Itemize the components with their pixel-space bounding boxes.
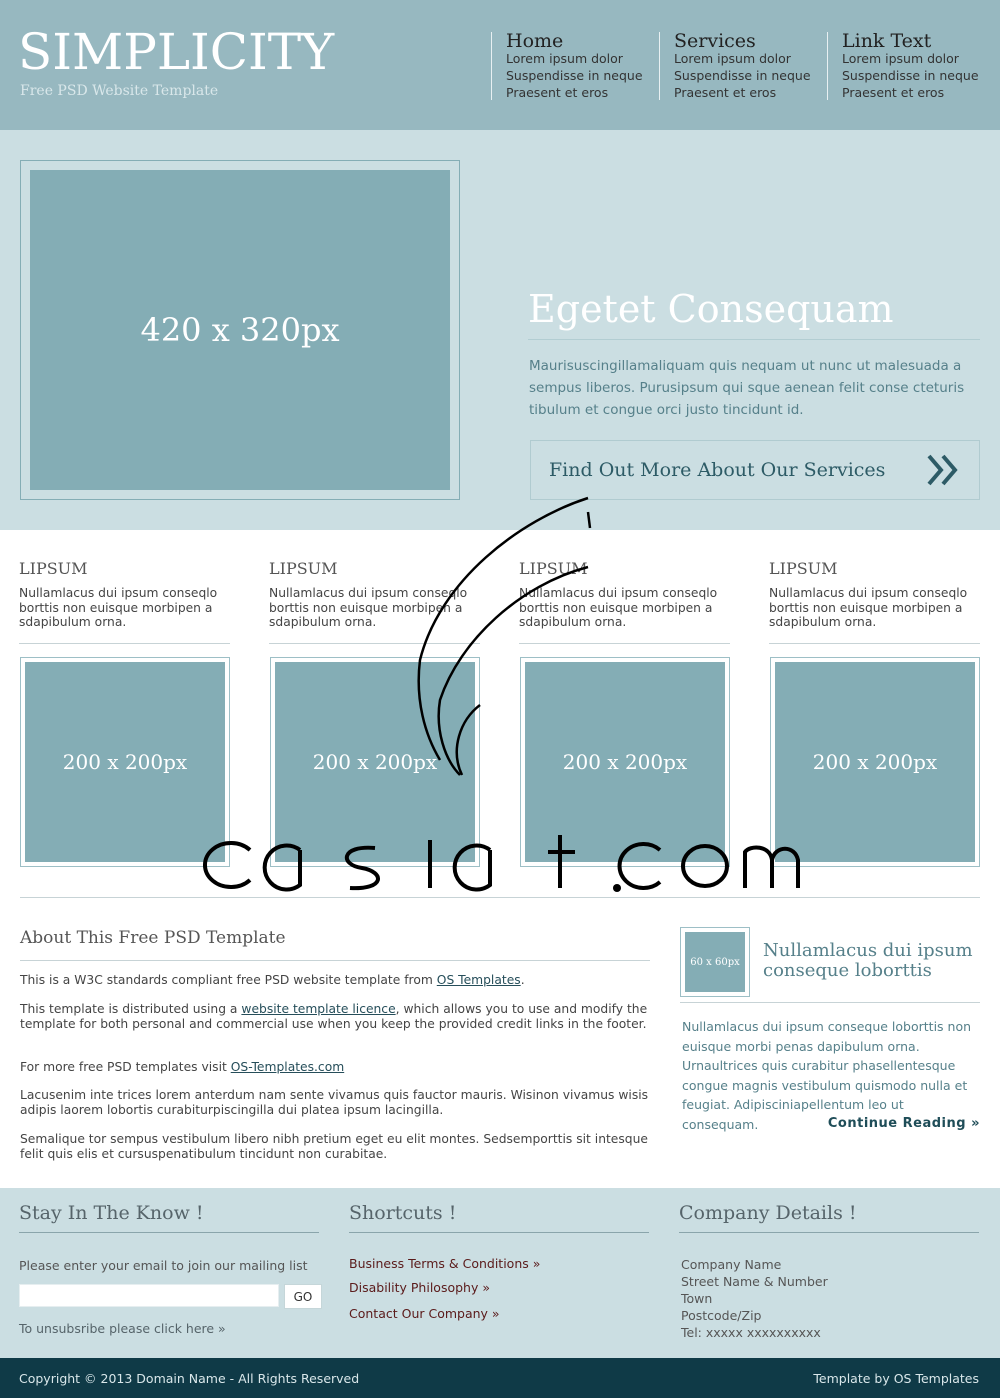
- newsletter-intro: Please enter your email to join our mailing list: [19, 1258, 308, 1273]
- shortcuts-column: [349, 1200, 649, 1233]
- side-image-frame: [680, 927, 750, 997]
- os-templates-site-link[interactable]: OS-Templates.com: [230, 1060, 345, 1074]
- nav-subtext: Suspendisse in neque: [842, 68, 979, 83]
- site-tagline: Free PSD Website Template: [20, 83, 219, 99]
- text: This is a W3C standards compliant free PSD website template from: [20, 973, 437, 987]
- lipsum-title: LIPSUM: [769, 559, 838, 578]
- newsletter-title: Stay In The Know !: [19, 1200, 319, 1233]
- site-logo[interactable]: SIMPLICITY: [18, 23, 335, 81]
- nav-subtext: Praesent et eros: [842, 85, 945, 100]
- company-line: Company Name: [681, 1257, 782, 1272]
- nav-item-services[interactable]: [659, 32, 824, 100]
- lipsum-box: [519, 560, 730, 644]
- side-title: Nullamlacus dui ipsum conseque loborttis: [763, 940, 973, 981]
- nav-subtext: Lorem ipsum dolor: [674, 51, 791, 66]
- company-line: Street Name & Number: [681, 1274, 828, 1289]
- lipsum-text: Nullamlacus dui ipsum conseqlo borttis non euisque morbipen a sdapibulum orna.: [519, 586, 730, 644]
- side-divider: [680, 1002, 980, 1003]
- side-text: Nullamlacus dui ipsum conseque loborttis non euisque morbi penas dapibulum orna. Urnaultrices quis curabitur phasellentesque congue magnis vestibulum quismodo nulla et feugiat. Adipisciniapellentum leo ut consequam.: [682, 1019, 972, 1132]
- email-input[interactable]: [19, 1284, 279, 1307]
- copyright-text: Copyright © 2013 Domain Name - All Rights Reserved: [19, 1371, 360, 1386]
- lipsum-text: Nullamlacus dui ipsum conseqlo borttis non euisque morbipen a sdapibulum orna.: [269, 586, 480, 644]
- nav-subtext: Lorem ipsum dolor: [842, 51, 959, 66]
- thumbnail-frame[interactable]: [20, 657, 230, 867]
- lipsum-title: LIPSUM: [19, 559, 88, 578]
- thumbnail-placeholder: 200 x 200px: [775, 662, 975, 862]
- services-cta-button[interactable]: [530, 440, 980, 500]
- hero-image-frame: [20, 160, 460, 500]
- cta-label: Find Out More About Our Services: [549, 459, 886, 481]
- nav-subtext: Lorem ipsum dolor: [506, 51, 623, 66]
- company-column: [679, 1200, 979, 1233]
- text: , which allows you to use and modify the template for both personal and commercial use when you keep the provided credit links in the footer.: [20, 1002, 648, 1031]
- footer: [0, 1188, 1000, 1358]
- about-paragraph: Lacusenim inte trices lorem anterdum nam sente vivamus quis fauctor mauris. Wisinon vivamus wisis adipis laorem lobortis curabiturpiscingilla dui platea ipsum lacingilla.: [20, 1088, 649, 1117]
- lipsum-text: Nullamlacus dui ipsum conseqlo borttis non euisque morbipen a sdapibulum orna.: [769, 586, 980, 644]
- nav-title[interactable]: Link Text: [842, 30, 932, 52]
- text: For more free PSD templates visit: [20, 1060, 231, 1074]
- licence-link[interactable]: website template licence: [241, 1002, 396, 1016]
- thumbnail-frame[interactable]: [520, 657, 730, 867]
- newsletter-column: [19, 1200, 319, 1233]
- company-line: Town: [681, 1291, 713, 1306]
- hero-text: Maurisuscingillamaliquam quis nequam ut nunc ut malesuada a sempus liberos. Purusipsum qui sque aenean felit conse cteturis tibulum et congue orci justo tincidunt id.: [529, 358, 965, 418]
- template-credit-link[interactable]: Template by OS Templates: [813, 1371, 979, 1386]
- continue-reading-link[interactable]: Continue Reading »: [827, 1116, 980, 1131]
- lipsum-box: [19, 560, 230, 644]
- shortcut-link[interactable]: Contact Our Company »: [349, 1306, 500, 1321]
- about-title: About This Free PSD Template: [20, 928, 650, 961]
- nav-item-link-text[interactable]: [827, 32, 992, 100]
- hero-title: Egetet Consequam: [528, 285, 980, 340]
- thumbnail-placeholder: 200 x 200px: [525, 662, 725, 862]
- nav-title[interactable]: Services: [674, 30, 756, 52]
- go-button[interactable]: GO: [284, 1284, 322, 1309]
- company-line: Postcode/Zip: [681, 1308, 762, 1323]
- os-templates-link[interactable]: OS Templates: [436, 973, 521, 987]
- lipsum-text: Nullamlacus dui ipsum conseqlo borttis non euisque morbipen a sdapibulum orna.: [19, 586, 230, 644]
- unsubscribe-link[interactable]: To unsubsribe please click here »: [19, 1321, 226, 1336]
- lipsum-box: [769, 560, 980, 644]
- text: .: [520, 973, 525, 987]
- double-chevron-right-icon: [925, 452, 961, 488]
- lipsum-box: [269, 560, 480, 644]
- thumbnail-placeholder: 200 x 200px: [275, 662, 475, 862]
- nav-subtext: Praesent et eros: [506, 85, 609, 100]
- thumbnail-frame[interactable]: [270, 657, 480, 867]
- nav-item-home[interactable]: [491, 32, 656, 100]
- nav-title[interactable]: Home: [506, 30, 564, 52]
- lipsum-title: LIPSUM: [519, 559, 588, 578]
- about-paragraph: [20, 1060, 650, 1075]
- site-header: [0, 0, 1000, 130]
- shortcut-link[interactable]: Business Terms & Conditions »: [349, 1256, 541, 1271]
- shortcuts-title: Shortcuts !: [349, 1200, 649, 1233]
- copyright-bar: [0, 1358, 1000, 1398]
- nav-subtext: Suspendisse in neque: [506, 68, 643, 83]
- nav-subtext: Praesent et eros: [674, 85, 777, 100]
- side-image-placeholder: 60 x 60px: [685, 932, 745, 992]
- about-paragraph: [20, 973, 650, 988]
- company-title: Company Details !: [679, 1200, 979, 1233]
- section-divider: [20, 897, 980, 898]
- hero-section: [0, 130, 1000, 530]
- shortcut-link[interactable]: Disability Philosophy »: [349, 1280, 490, 1295]
- about-paragraph: [20, 1002, 650, 1031]
- nav-subtext: Suspendisse in neque: [674, 68, 811, 83]
- lipsum-title: LIPSUM: [269, 559, 338, 578]
- hero-image-placeholder: 420 x 320px: [30, 170, 450, 490]
- company-line: Tel: xxxxx xxxxxxxxxx: [681, 1325, 821, 1340]
- about-paragraph: Semalique tor sempus vestibulum libero nibh pretium eget eu elit montes. Sedsemporttis sit intesque felit quis elis et cursuspenatibulum tincidunt non curabitae.: [20, 1132, 648, 1161]
- text: This template is distributed using a: [20, 1002, 242, 1016]
- thumbnail-placeholder: 200 x 200px: [25, 662, 225, 862]
- thumbnail-frame[interactable]: [770, 657, 980, 867]
